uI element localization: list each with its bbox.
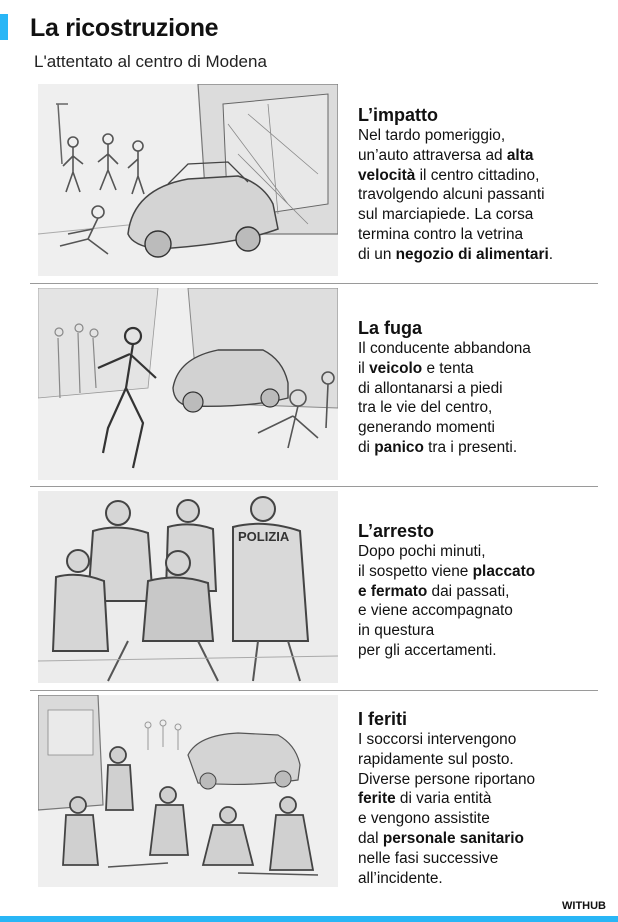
section-body	[358, 339, 618, 458]
body-text: .	[548, 245, 554, 263]
body-line	[358, 398, 618, 418]
fleeing-man-sketch-icon	[38, 288, 338, 480]
text-block-arresto	[358, 521, 618, 661]
body-line	[358, 245, 618, 265]
body-text: nelle fasi successive	[358, 849, 499, 867]
body-text: dal	[358, 829, 383, 847]
illustration-feriti	[38, 695, 338, 887]
section-heading: La fuga	[358, 318, 423, 338]
body-text: il sospetto viene	[358, 562, 473, 580]
body-text: sul marciapiede. La corsa	[358, 206, 534, 224]
bold-text: veicolo	[369, 359, 423, 377]
body-text: dai passati,	[427, 582, 510, 600]
body-line	[358, 562, 618, 582]
bold-text: velocità	[358, 166, 416, 184]
body-text: travolgendo alcuni passanti	[358, 186, 545, 204]
body-text: I soccorsi intervengono	[358, 731, 517, 748]
section-divider	[30, 690, 598, 691]
text-block-fuga	[358, 318, 618, 458]
bold-text: negozio di alimentari	[395, 245, 549, 263]
text-block-impatto	[358, 105, 618, 265]
body-line	[358, 438, 618, 458]
body-text: e vengono assistite	[358, 810, 490, 828]
body-line	[358, 601, 618, 621]
bold-text: panico	[374, 438, 424, 456]
text-block-feriti	[358, 709, 618, 888]
body-text: rapidamente sul posto.	[358, 750, 514, 768]
body-line	[358, 166, 618, 186]
section-impatto	[30, 84, 598, 280]
body-text: un’auto attraversa ad	[358, 146, 507, 164]
body-text: il centro cittadino,	[415, 166, 540, 184]
bold-text: e fermato	[358, 582, 428, 600]
body-text: e viene accompagnato	[358, 602, 513, 620]
body-text: il	[358, 359, 370, 377]
body-text: in questura	[358, 622, 435, 640]
body-line	[358, 869, 618, 889]
bold-text: ferite	[358, 790, 396, 808]
body-text: tra i presenti.	[423, 438, 518, 456]
body-text: per gli accertamenti.	[358, 641, 497, 659]
body-line	[358, 542, 618, 562]
body-line	[358, 750, 618, 770]
body-text: di allontanarsi a piedi	[358, 379, 503, 397]
section-body	[358, 126, 618, 265]
body-text: Nel tardo pomeriggio,	[358, 127, 506, 144]
bold-text: alta	[506, 146, 534, 164]
first-aid-sketch-icon	[38, 695, 338, 887]
body-line	[358, 205, 618, 225]
page-subtitle: L'attentato al centro di Modena	[34, 52, 267, 71]
body-text: e tenta	[422, 359, 474, 377]
body-text: tra le vie del centro,	[358, 399, 493, 417]
body-line	[358, 621, 618, 641]
body-line	[358, 770, 618, 790]
body-line	[358, 849, 618, 869]
body-line	[358, 185, 618, 205]
body-line	[358, 359, 618, 379]
section-divider	[30, 283, 598, 284]
body-line	[358, 789, 618, 809]
section-body	[358, 730, 618, 888]
body-line	[358, 379, 618, 399]
bottom-accent-bar	[0, 916, 618, 922]
section-body	[358, 542, 618, 661]
body-line	[358, 809, 618, 829]
section-fuga	[30, 288, 598, 484]
body-text: Il conducente abbandona	[358, 340, 531, 357]
car-crash-sketch-icon	[38, 84, 338, 276]
section-heading: L’arresto	[358, 521, 435, 541]
section-arresto	[30, 491, 598, 687]
footer-credit: WITHUB	[562, 900, 606, 912]
body-line	[358, 418, 618, 438]
body-text: Diverse persone riportano	[358, 770, 536, 788]
section-heading: I feriti	[358, 709, 408, 729]
body-line	[358, 126, 618, 146]
body-text: di varia entità	[395, 790, 492, 808]
body-line	[358, 225, 618, 245]
page-title: La ricostruzione	[30, 14, 219, 42]
body-line	[358, 339, 618, 359]
body-line	[358, 582, 618, 602]
section-feriti	[30, 695, 598, 891]
police-vest-label: POLIZIA	[238, 529, 290, 544]
body-line	[358, 146, 618, 166]
section-divider	[30, 486, 598, 487]
body-text: all’incidente.	[358, 869, 443, 887]
body-text: termina contro la vetrina	[358, 225, 524, 243]
illustration-impatto	[38, 84, 338, 276]
body-text: di un	[358, 245, 396, 263]
illustration-arresto	[38, 491, 338, 683]
bold-text: personale sanitario	[382, 829, 524, 847]
body-text: Dopo pochi minuti,	[358, 543, 486, 560]
bold-text: placcato	[472, 562, 536, 580]
body-line	[358, 641, 618, 661]
body-line	[358, 829, 618, 849]
title-accent-bar	[0, 14, 8, 40]
section-heading: L’impatto	[358, 105, 438, 125]
body-text: di	[358, 438, 375, 456]
body-text: generando momenti	[358, 419, 495, 437]
arrest-sketch-icon	[38, 491, 338, 683]
illustration-fuga	[38, 288, 338, 480]
body-line	[358, 730, 618, 750]
